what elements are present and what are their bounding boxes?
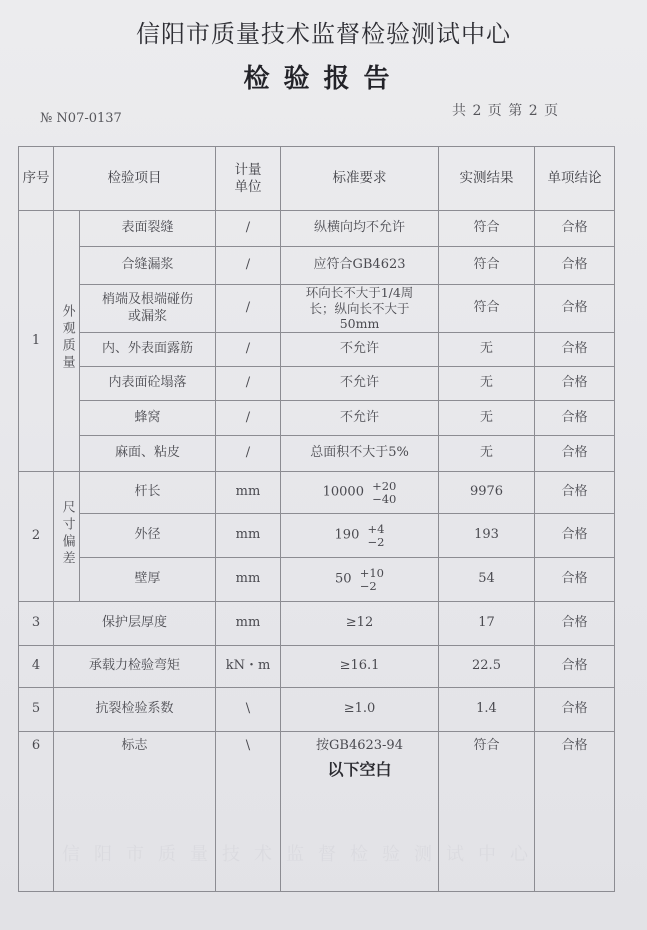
page-info: 共 2 页 第 2 页 [452, 103, 559, 119]
conclusion: 合格 [535, 401, 615, 436]
conclusion: 合格 [535, 514, 615, 558]
col-header-conclusion: 单项结论 [535, 147, 615, 211]
inspection-table [18, 146, 615, 892]
unit: \ [216, 732, 281, 892]
report-number: № N07-0137 [40, 111, 122, 126]
col-header-unit: 计量单位 [216, 147, 281, 211]
standard: 环向长不大于1/4周长；纵向长不大于50mm [281, 285, 439, 333]
table-row [19, 333, 615, 367]
tol-lower: −40 [372, 491, 397, 506]
item-name: 内表面砼塌落 [80, 367, 216, 401]
category-label [54, 211, 80, 472]
table-row [19, 514, 615, 558]
row-number: 1 [19, 211, 54, 472]
table-row [19, 285, 615, 333]
item-name: 外径 [80, 514, 216, 558]
unit: mm [216, 602, 281, 646]
conclusion: 合格 [535, 558, 615, 602]
standard: 不允许 [281, 367, 439, 401]
tol-lower: −2 [367, 534, 385, 549]
row-number: 3 [19, 602, 54, 646]
item-name: 梢端及根端碰伤或漏浆 [80, 285, 216, 333]
unit: / [216, 401, 281, 436]
result: 22.5 [439, 646, 535, 688]
unit: / [216, 211, 281, 247]
conclusion: 合格 [535, 211, 615, 247]
table-row [19, 646, 615, 688]
item-name: 蜂窝 [80, 401, 216, 436]
item-name: 保护层厚度 [54, 602, 216, 646]
unit: / [216, 436, 281, 472]
row-number: 2 [19, 472, 54, 602]
standard-text: 按GB4623-94 [316, 738, 403, 753]
standard: 总面积不大于5% [281, 436, 439, 472]
row-number: 4 [19, 646, 54, 688]
item-name: 承载力检验弯矩 [54, 646, 216, 688]
tol-lower: −2 [359, 578, 377, 593]
table-row [19, 732, 615, 892]
result: 193 [439, 514, 535, 558]
std-base: 190 [334, 528, 360, 543]
tol-upper: +4 [367, 522, 385, 537]
tol-upper: +10 [359, 566, 384, 581]
result: 符合 [439, 732, 535, 892]
conclusion: 合格 [535, 732, 615, 892]
col-header-item: 检验项目 [54, 147, 216, 211]
table-row [19, 688, 615, 732]
item-name: 麻面、粘皮 [80, 436, 216, 472]
result: 符合 [439, 211, 535, 247]
unit: / [216, 285, 281, 333]
unit: mm [216, 514, 281, 558]
conclusion: 合格 [535, 602, 615, 646]
col-header-no: 序号 [19, 147, 54, 211]
conclusion: 合格 [535, 436, 615, 472]
conclusion: 合格 [535, 646, 615, 688]
standard: 不允许 [281, 333, 439, 367]
result: 9976 [439, 472, 535, 514]
conclusion: 合格 [535, 247, 615, 285]
standard: ≥1.0 [281, 688, 439, 732]
category-text: 外观质量 [59, 304, 75, 373]
standard [281, 732, 439, 892]
result: 无 [439, 333, 535, 367]
conclusion: 合格 [535, 285, 615, 333]
item-name: 抗裂检验系数 [54, 688, 216, 732]
table-row [19, 401, 615, 436]
result: 54 [439, 558, 535, 602]
organization-name: 信阳市质量技术监督检验测试中心 [136, 20, 511, 48]
result: 符合 [439, 285, 535, 333]
conclusion: 合格 [535, 367, 615, 401]
unit: mm [216, 472, 281, 514]
conclusion: 合格 [535, 472, 615, 514]
item-name: 合缝漏浆 [80, 247, 216, 285]
item-name: 标志 [54, 732, 216, 892]
result: 17 [439, 602, 535, 646]
result: 无 [439, 401, 535, 436]
std-base: 50 [335, 572, 352, 587]
table-row [19, 472, 615, 514]
row-number: 5 [19, 688, 54, 732]
table-row [19, 211, 615, 247]
tolerance [368, 523, 385, 547]
item-name: 壁厚 [80, 558, 216, 602]
standard: ≥16.1 [281, 646, 439, 688]
result: 无 [439, 436, 535, 472]
item-name: 内、外表面露筋 [80, 333, 216, 367]
table-header-row [19, 147, 615, 211]
standard [281, 558, 439, 602]
result: 符合 [439, 247, 535, 285]
standard: 不允许 [281, 401, 439, 436]
unit: / [216, 247, 281, 285]
standard [281, 472, 439, 514]
result: 1.4 [439, 688, 535, 732]
unit: mm [216, 558, 281, 602]
category-label [54, 472, 80, 602]
tolerance [360, 567, 384, 591]
standard: 纵横向均不允许 [281, 211, 439, 247]
table-row [19, 436, 615, 472]
col-header-standard: 标准要求 [281, 147, 439, 211]
unit: / [216, 367, 281, 401]
standard: ≥12 [281, 602, 439, 646]
unit: \ [216, 688, 281, 732]
table-row [19, 558, 615, 602]
item-name: 表面裂缝 [80, 211, 216, 247]
blank-below-note: 以下空白 [327, 760, 392, 780]
unit: / [216, 333, 281, 367]
faint-watermark: 信阳市质量技术监督检验测试中心 [62, 844, 542, 865]
category-text: 尺寸偏差 [59, 499, 75, 568]
std-base: 10000 [322, 485, 364, 500]
standard: 应符合GB4623 [281, 247, 439, 285]
standard [281, 514, 439, 558]
report-title: 检验报告 [243, 64, 404, 94]
row-number: 6 [19, 732, 54, 892]
col-header-result: 实测结果 [439, 147, 535, 211]
conclusion: 合格 [535, 333, 615, 367]
table-row [19, 367, 615, 401]
result: 无 [439, 367, 535, 401]
tolerance [372, 480, 396, 504]
tol-upper: +20 [372, 479, 397, 494]
table-row [19, 247, 615, 285]
table-row [19, 602, 615, 646]
item-name: 杆长 [80, 472, 216, 514]
conclusion: 合格 [535, 688, 615, 732]
unit: kN・m [216, 646, 281, 688]
